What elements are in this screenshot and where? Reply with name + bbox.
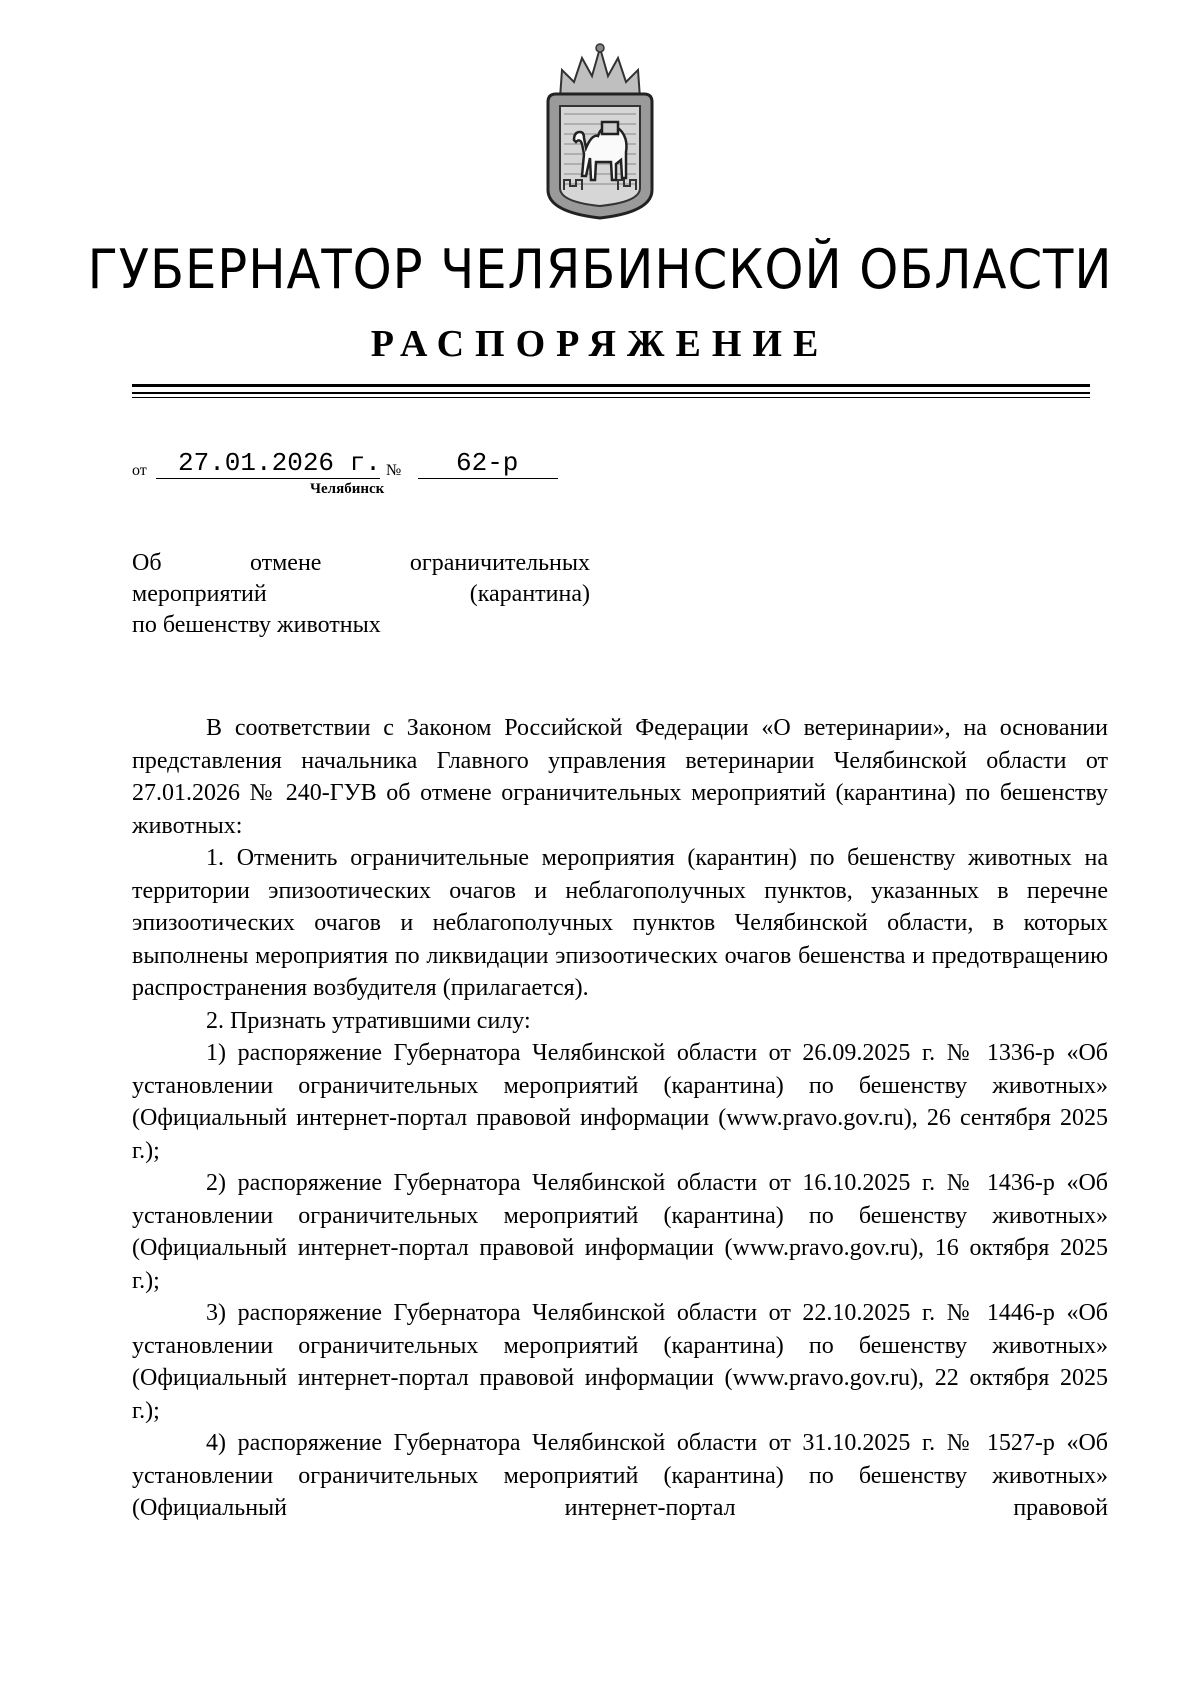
subject-line-1: Об отмене ограничительных [132, 550, 590, 576]
document-number: 62-р [456, 448, 519, 478]
document-subject [132, 548, 590, 641]
divider-thick [132, 384, 1090, 387]
subject-line-2: мероприятий (карантина) [132, 581, 590, 607]
subitem-2-paragraph: 2) распоряжение Губернатора Челябинской области от 16.10.2025 г. № 1436-р «Об установлении ограничительных мероприятий (карантина) по бешенству животных» (Официальный интернет-портал правовой информации (www.pravo.gov.ru), 16 октября 2025 г.); [132, 1170, 1108, 1294]
subject-line-3: по бешенству животных [132, 612, 381, 638]
document-date: 27.01.2026 г. [178, 448, 381, 478]
preamble-paragraph: В соответствии с Законом Российской Федерации «О ветеринарии», на основании представления начальника Главного управления ветеринарии Челябинской области от 27.01.2026 № 240-ГУВ об отмене ограничительных мероприятий (карантина) по бешенству животных: [132, 715, 1108, 839]
subitem-4-paragraph: 4) распоряжение Губернатора Челябинской области от 31.10.2025 г. № 1527-р «Об установлении ограничительных мероприятий (карантина) по бешенству животных» (Официальный интернет-портал правовой [132, 1430, 1108, 1521]
divider-thin [132, 397, 1090, 398]
date-prefix: от [132, 462, 147, 479]
subitem-1-paragraph: 1) распоряжение Губернатора Челябинской области от 26.09.2025 г. № 1336-р «Об установлении ограничительных мероприятий (карантина) по бешенству животных» (Официальный интернет-портал правовой информации (www.pravo.gov.ru), 26 сентября 2025 г.); [132, 1040, 1108, 1164]
number-underline [418, 478, 558, 479]
document-body [132, 712, 1108, 1525]
document-type: РАСПОРЯЖЕНИЕ [370, 323, 830, 365]
item-1-paragraph: 1. Отменить ограничительные мероприятия (карантин) по бешенству животных на территории эпизоотических очагов и неблагополучных пунктов, указанных в перечне эпизоотических очагов и неблагополучных пунктов Челябинской области, в которых выполнены мероприятия по ликвидации эпизоотических очагов бешенства и предотвращению распространения возбудителя (прилагается). [132, 845, 1108, 1001]
city-name: Челябинск [310, 481, 385, 497]
coat-of-arms-emblem [540, 40, 660, 220]
issuer-title: ГУБЕРНАТОР ЧЕЛЯБИНСКОЙ ОБЛАСТИ [87, 238, 1113, 301]
date-underline [156, 478, 380, 479]
subitem-3-paragraph: 3) распоряжение Губернатора Челябинской области от 22.10.2025 г. № 1446-р «Об установлении ограничительных мероприятий (карантина) по бешенству животных» (Официальный интернет-портал правовой информации (www.pravo.gov.ru), 22 октября 2025 г.); [132, 1300, 1108, 1424]
item-2-paragraph: 2. Признать утратившими силу: [206, 1007, 531, 1034]
number-prefix: № [386, 462, 402, 479]
crown-icon [560, 48, 640, 98]
divider-medium [132, 392, 1090, 394]
